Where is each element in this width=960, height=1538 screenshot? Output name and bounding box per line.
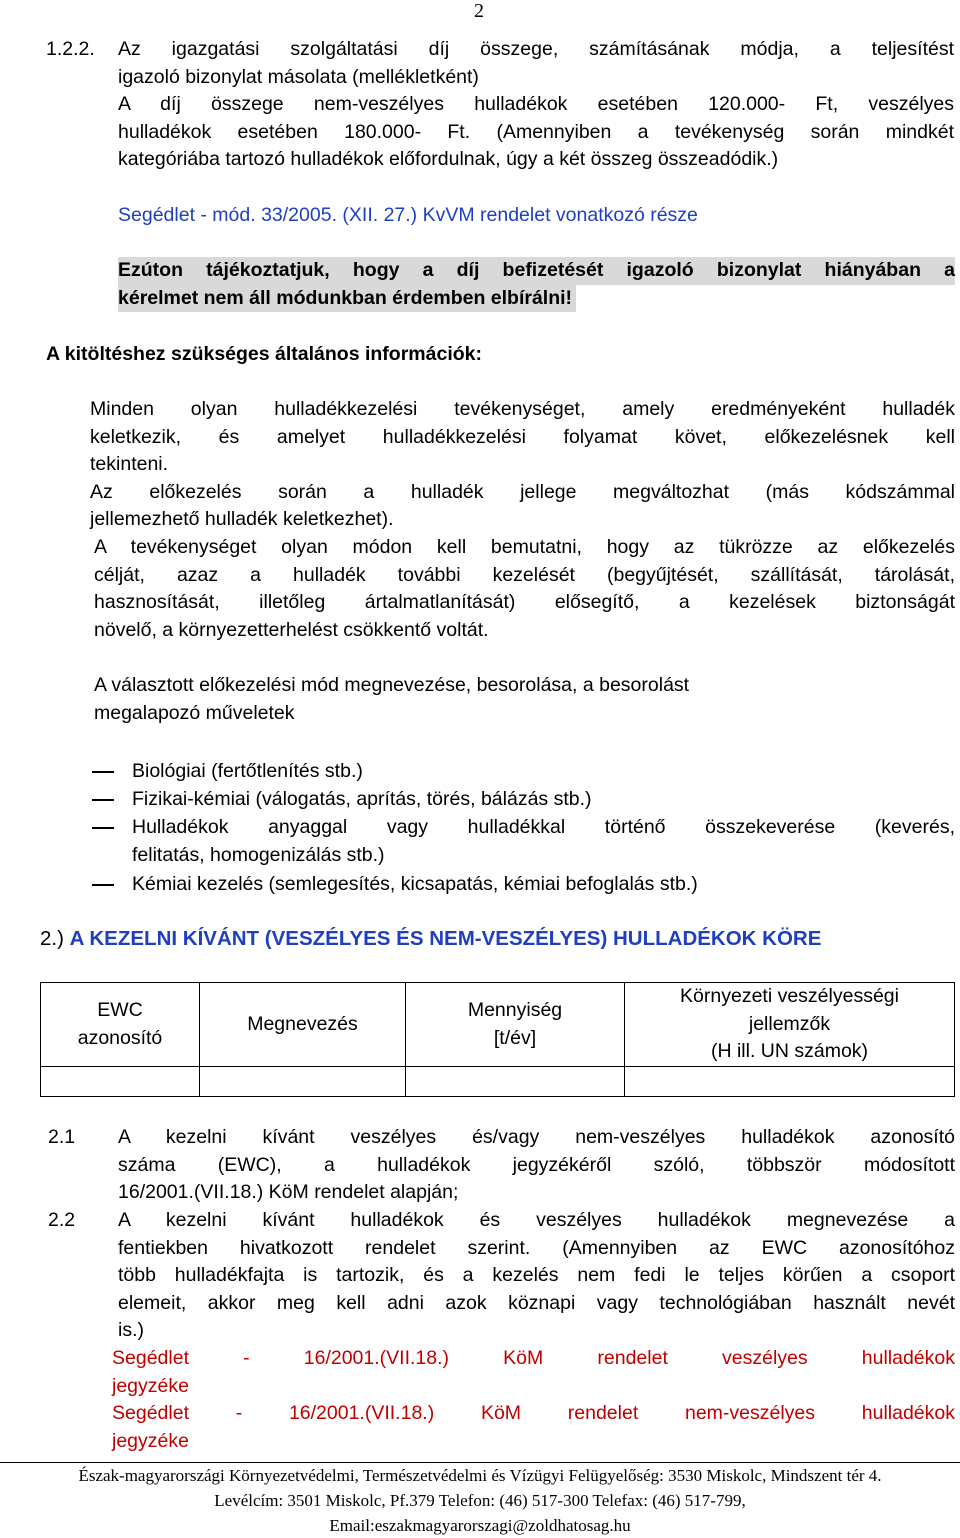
waste-table — [40, 982, 955, 1097]
section-1-2-2-body — [118, 36, 954, 174]
item-line: A kezelni kívánt veszélyes és/vagy nem-veszélyes hulladékok azonosító — [118, 1126, 955, 1148]
list-item: Biológiai (fertőtlenítés stb.) — [132, 760, 363, 782]
paragraph-line: Minden olyan hulladékkezelési tevékenységet, amely eredményeként hulladék — [90, 398, 955, 420]
waste-scope-link[interactable]: A KEZELNI KÍVÁNT (VESZÉLYES ÉS NEM-VESZÉLYES) HULLADÉKOK KÖRE — [69, 927, 822, 950]
section-2-heading — [40, 925, 821, 953]
hazard-cell[interactable] — [625, 1067, 955, 1097]
footer — [0, 1463, 960, 1538]
item-line: fentiekben hivatkozott rendelet szerint. (Amennyiben az EWC azonosítóhoz — [118, 1236, 955, 1259]
header-name — [200, 983, 406, 1067]
item-line: elemeit, akkor meg kell adni azok köznapi vagy technológiában használt nevét — [118, 1291, 955, 1314]
non-hazardous-waste-list-link[interactable] — [112, 1400, 955, 1455]
list-item-line: felitatás, homogenizálás stb.) — [132, 843, 385, 866]
pretreatment-method-paragraph — [94, 672, 689, 727]
paragraph-line: célját, azaz a hulladék további kezelését (begyűjtését, szállítását, tárolását, — [94, 563, 955, 586]
header-ewc — [41, 983, 200, 1067]
link-line[interactable]: Segédlet - 16/2001.(VII.18.) KöM rendelet veszélyes hulladékok — [112, 1347, 955, 1369]
item-line: A kezelni kívánt hulladékok és veszélyes hulladékok megnevezése a — [118, 1209, 955, 1231]
footer-address: Észak-magyarországi Környezetvédelmi, Természetvédelmi és Vízügyi Felügyelőség: 3530 Miskolc, Mindszent tér 4. — [78, 1466, 882, 1485]
item-line: 16/2001.(VII.18.) KöM rendelet alapján; — [118, 1181, 459, 1203]
item-line: is.) — [118, 1319, 144, 1341]
fee-text-line: A díj összege nem-veszélyes hulladékok esetében 120.000- Ft, veszélyes — [118, 93, 954, 115]
header-text: Mennyiség — [467, 999, 563, 1021]
fee-text-line: hulladékok esetében 180.000- Ft. (Amennyiben a tevékenység során mindkét — [118, 120, 954, 143]
general-info-paragraphs — [90, 396, 955, 534]
paragraph-line: Az előkezelés során a hulladék jellege megváltozhat (más kódszámmal — [90, 480, 955, 503]
table-header-row — [41, 983, 955, 1067]
paragraph-line: hasznosítását, illetőleg ártalmatlanítását) elősegítő, a kezelések biztonságát — [94, 591, 955, 613]
name-cell[interactable] — [200, 1067, 406, 1097]
header-quantity — [406, 983, 625, 1067]
list-item: Kémiai kezelés (semlegesítés, kicsapatás, kémiai befoglalás stb.) — [132, 873, 698, 895]
paragraph-line: jellemezhető hulladék keletkezhet). — [90, 508, 394, 530]
paragraph-line: A választott előkezelési mód megnevezése, besorolása, a besorolást — [94, 674, 690, 696]
paragraph-line: keletkezik, és amelyet hulladékkezelési folyamat követ, előkezelésnek kell — [90, 425, 955, 448]
header-text: EWC — [97, 999, 143, 1021]
section-title-line: Az igazgatási szolgáltatási díj összege, számításának módja, a teljesítést — [118, 38, 954, 60]
section-title-line: igazoló bizonylat másolata (mellékletként) — [118, 65, 479, 88]
dash-bullet-icon — [92, 799, 114, 801]
paragraph-line: A tevékenységet olyan módon kell bemutatni, hogy az tükrözze az előkezelés — [94, 536, 955, 558]
fee-regulation-link[interactable]: Segédlet - mód. 33/2005. (XII. 27.) KvVM rendelet vonatkozó része — [118, 204, 698, 226]
dash-bullet-icon — [92, 771, 114, 773]
header-text: (H ill. UN számok) — [710, 1040, 869, 1063]
section-2-number: 2.) — [40, 927, 64, 950]
list-item-line: Hulladékok anyaggal vagy hulladékkal történő összekeverése (keverés, — [132, 816, 955, 838]
payment-notice — [118, 257, 955, 312]
header-text: jellemzők — [748, 1012, 831, 1035]
item-line: száma (EWC), a hulladékok jegyzékéről szóló, többször módosított — [118, 1153, 955, 1176]
link-line[interactable]: jegyzéke — [112, 1429, 189, 1452]
table-row — [41, 1067, 955, 1097]
header-text: [t/év] — [493, 1026, 537, 1049]
ewc-cell[interactable] — [41, 1067, 200, 1097]
item-2-2-number: 2.2 — [48, 1209, 76, 1231]
header-text: Megnevezés — [247, 1012, 358, 1035]
header-hazard — [625, 983, 955, 1067]
purpose-paragraph — [94, 534, 955, 644]
list-item: Fizikai-kémiai (válogatás, aprítás, törés, bálázás stb.) — [132, 788, 592, 810]
paragraph-line: tekinteni. — [90, 453, 169, 475]
link-line[interactable]: Segédlet - 16/2001.(VII.18.) KöM rendelet nem-veszélyes hulladékok — [112, 1402, 955, 1424]
header-text: azonosító — [77, 1026, 163, 1049]
payment-notice-line: kérelmet nem áll módunkban érdemben elbírálni! — [118, 285, 576, 313]
paragraph-line: megalapozó műveletek — [94, 701, 295, 724]
section-number-1-2-2: 1.2.2. — [46, 38, 95, 60]
fee-text-line: kategóriába tartozó hulladékok előfordulnak, úgy a két összeg összeadódik.) — [118, 148, 779, 170]
list-item — [132, 814, 955, 869]
item-line: több hulladékfajta is tartozik, és a kezelés nem fedi le teljes körűen a csoport — [118, 1264, 955, 1286]
hazardous-waste-list-link[interactable] — [112, 1345, 955, 1400]
header-text: Környezeti veszélyességi — [680, 985, 899, 1008]
paragraph-line: növelő, a környezetterhelést csökkentő voltát. — [94, 618, 489, 641]
page-number: 2 — [474, 0, 484, 22]
quantity-cell[interactable] — [406, 1067, 625, 1097]
item-2-2-text — [118, 1207, 955, 1345]
item-2-1-number: 2.1 — [48, 1126, 76, 1148]
item-2-1-text — [118, 1124, 955, 1207]
general-info-heading: A kitöltéshez szükséges általános információk: — [46, 343, 482, 365]
dash-bullet-icon — [92, 884, 114, 886]
payment-notice-line: Ezúton tájékoztatjuk, hogy a díj befizetését igazoló bizonylat hiányában a — [118, 257, 955, 285]
footer-email: Email:eszakmagyarorszagi@zoldhatosag.hu — [329, 1516, 631, 1535]
link-line[interactable]: jegyzéke — [112, 1374, 189, 1397]
footer-contact: Levélcím: 3501 Miskolc, Pf.379 Telefon: (46) 517-300 Telefax: (46) 517-799, — [214, 1491, 746, 1510]
dash-bullet-icon — [92, 827, 114, 829]
